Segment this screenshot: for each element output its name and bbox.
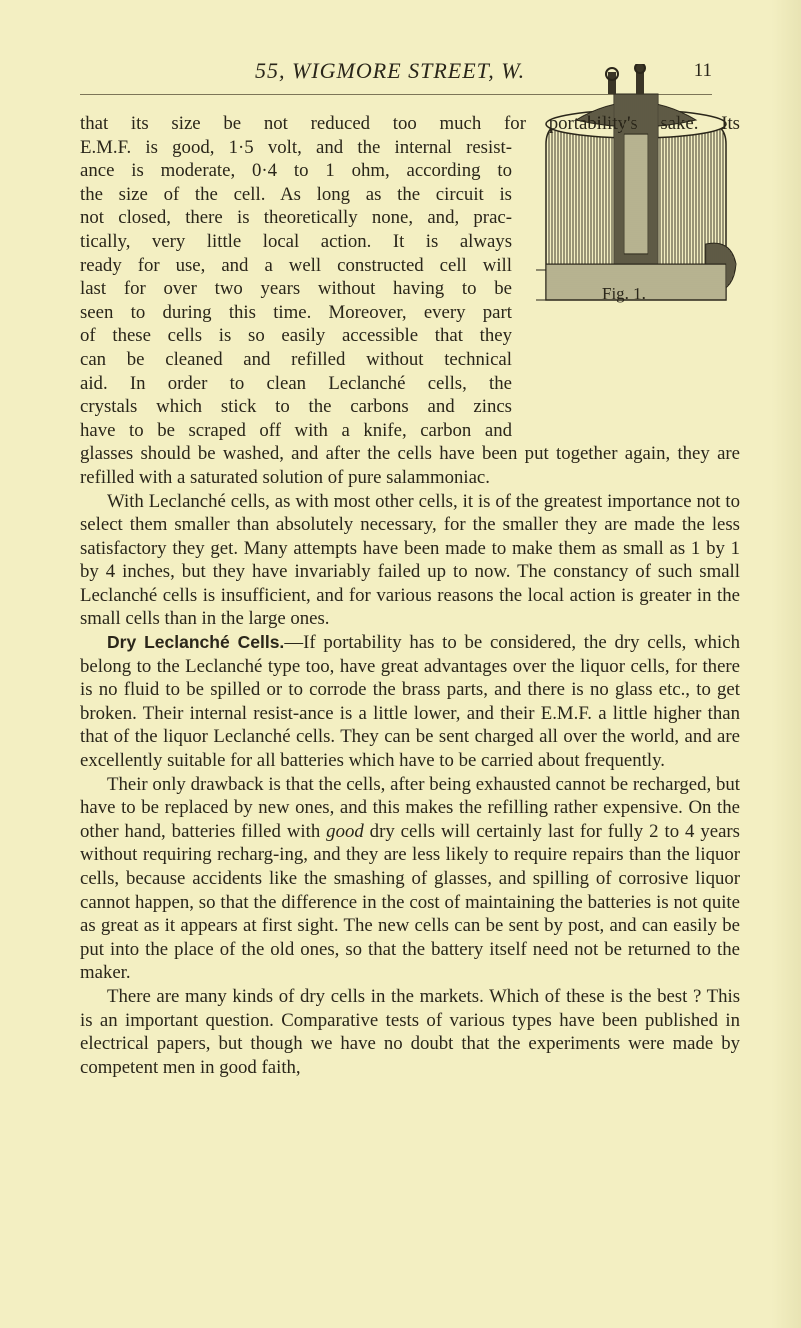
text-line: crystals which stick to the carbons and zincs: [80, 396, 512, 418]
text-line: that its size be not reduced too much for portability's sake. Its: [80, 113, 740, 134]
paragraph-text: Their only drawback is that the cells, after being exhausted cannot be recharged, but have to be replaced by new ones, and this makes the refilling rather expensive. On the other hand, batteries filled with: [80, 773, 740, 842]
paragraph: With Leclanché cells, as with most other cells, it is of the greatest importance not to select them smaller than absolutely necessary, for the smaller they are made the less satisfactory they get. Many attempts have been made to make them as small as 1 by 1 by 4 inches, but they have invariably failed up to now. The constancy of such small Leclanché cells is insufficient, and for various reasons the local action is greater in the small cells than in the large ones.: [80, 490, 740, 630]
text-line: E.M.F. is good, 1·5 volt, and the internal resist-: [80, 136, 512, 158]
text-line: have to be scraped off with a knife, carbon and: [80, 419, 512, 441]
text-line: the size of the cell. As long as the circuit is: [80, 183, 512, 205]
paragraph: There are many kinds of dry cells in the markets. Which of these is the best ? This is an important question. Comparative tests of various types have been published in electrical papers, but though we have no doubt that the experiments were made by competent men in good faith,: [80, 985, 740, 1078]
paragraph: [80, 773, 740, 985]
paragraph-text: dry cells will certainly last for fully 2 to 4 years without requiring recharg-ing, and they are less likely to require repairs than the liquor cells, because accidents like the smashing of glasses, and spilling of corrosive liquor cannot happen, so that the difference in the cost of maintaining the batteries is not quite as great as it appears at first sight. The new cells can be sent by post, and can easily be put into the place of the old ones, so that the battery itself need not be returned to the maker.: [80, 820, 740, 984]
page-edge-shadow: [771, 0, 801, 1328]
text-line: ready for use, and a well constructed cell will: [80, 254, 512, 276]
section-heading: Dry Leclanché Cells.: [107, 632, 285, 653]
page-number: 11: [693, 60, 712, 81]
text-line: ance is moderate, 0·4 to 1 ohm, according to: [80, 160, 512, 182]
text-line: can be cleaned and refilled without technical: [80, 348, 512, 370]
article-body: [80, 112, 740, 1079]
paragraph-text: —If portability has to be considered, the dry cells, which belong to the Leclanché type too, have great advantages over the liquor cells, for there is no fluid to be spilled or to corrode the brass parts, and there is no glass etc., to get broken. Their internal resist-ance is a little lower, and their E.M.F. a little higher than that of the liquor Leclanché cells. They can be sent charged all over the world, and are excellently suitable for all batteries which have to be carried about frequently.: [80, 632, 740, 772]
text-line: seen to during this time. Moreover, every part: [80, 301, 512, 323]
text-line: not closed, there is theoretically none, and, prac-: [80, 207, 512, 229]
emphasis-text: good: [326, 820, 364, 842]
text-line: last for over two years without having to be: [80, 278, 512, 300]
figure-caption: Fig. 1.: [602, 284, 646, 303]
paragraph: glasses should be washed, and after the cells have been put together again, they are refilled with a saturated solution of pure salammoniac.: [80, 443, 740, 488]
text-line: of these cells is so easily accessible that they: [80, 325, 512, 347]
text-line: aid. In order to clean Leclanché cells, the: [80, 372, 512, 394]
paragraph: [80, 631, 740, 773]
text-line: tically, very little local action. It is always: [80, 230, 512, 252]
running-head: 55, WIGMORE STREET, W.: [255, 58, 526, 83]
